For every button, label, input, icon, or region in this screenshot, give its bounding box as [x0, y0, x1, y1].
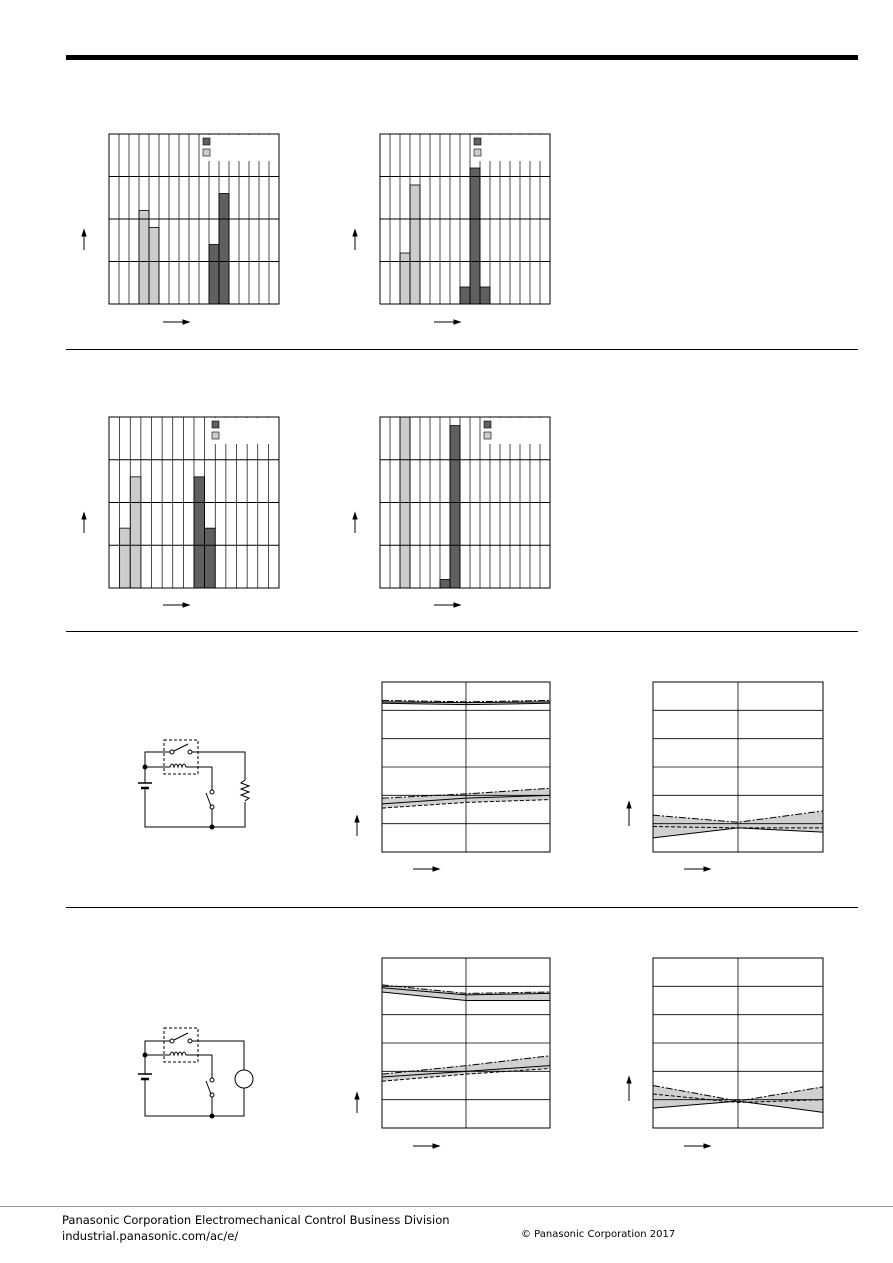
legend-swatch-dark	[484, 421, 491, 428]
wire	[145, 1041, 170, 1055]
x-axis-arrow	[163, 320, 189, 324]
y-axis-arrow	[627, 802, 631, 826]
x-axis-arrow	[163, 603, 189, 607]
x-axis-arrow	[684, 1144, 710, 1148]
legend-background	[481, 418, 551, 444]
coil	[145, 1052, 212, 1078]
y-axis-arrow	[627, 1077, 631, 1101]
contact-terminal	[170, 1039, 174, 1043]
histogram-3	[109, 417, 279, 588]
resistor-load	[241, 780, 249, 801]
contact-terminal	[210, 1078, 214, 1082]
legend-swatch-dark	[203, 138, 210, 145]
legend-swatch-light	[212, 432, 219, 439]
relay-contact	[174, 744, 188, 751]
legend-swatch-dark	[212, 421, 219, 428]
histogram-bar-dark	[450, 426, 460, 588]
contact-terminal	[188, 1039, 192, 1043]
histogram-bar-dark	[219, 194, 229, 305]
legend-swatch-dark	[474, 138, 481, 145]
x-axis-arrow	[434, 320, 460, 324]
motor-load	[235, 1070, 253, 1088]
histogram-bar-dark	[440, 579, 450, 588]
legend-swatch-light	[484, 432, 491, 439]
legend-background	[471, 135, 541, 161]
footer-copyright: © Panasonic Corporation 2017	[521, 1229, 676, 1240]
wire	[145, 752, 170, 767]
histogram-1	[109, 134, 279, 304]
relay-box	[164, 1028, 198, 1062]
y-axis-arrow	[353, 230, 357, 250]
circuit-diagram-resistive	[138, 740, 249, 829]
histogram-bar-light	[130, 477, 141, 588]
junction-dot	[143, 765, 147, 769]
circuit-diagram-motor	[138, 1028, 253, 1118]
legend-swatch-light	[474, 149, 481, 156]
legend-background	[200, 135, 270, 161]
y-axis-arrow	[82, 513, 86, 533]
trend-chart-3	[382, 958, 550, 1128]
histogram-bar-dark	[460, 287, 470, 304]
coil	[145, 764, 212, 790]
footer-company: Panasonic Corporation Electromechanical Control Business Division	[62, 1213, 450, 1227]
histogram-bar-dark	[480, 287, 490, 304]
x-axis-arrow	[684, 867, 710, 871]
junction-dot	[143, 1053, 147, 1057]
junction-dot	[210, 825, 214, 829]
y-axis-arrow	[353, 513, 357, 533]
histogram-bar-light	[410, 185, 420, 304]
trend-chart-1	[382, 682, 550, 852]
histogram-bar-light	[400, 253, 410, 304]
switch-contact	[206, 1081, 211, 1094]
x-axis-arrow	[413, 867, 439, 871]
y-axis-arrow	[355, 816, 359, 836]
x-axis-arrow	[413, 1144, 439, 1148]
switch-contact	[206, 793, 211, 806]
histogram-bar-dark	[470, 168, 480, 304]
contact-terminal	[210, 790, 214, 794]
histogram-bar-dark	[205, 528, 216, 588]
histogram-bar-light	[139, 211, 149, 305]
junction-dot	[210, 1114, 214, 1118]
wire	[145, 1088, 244, 1116]
contact-terminal	[188, 750, 192, 754]
footer-url[interactable]: industrial.panasonic.com/ac/e/	[62, 1229, 239, 1243]
histogram-bar-dark	[209, 245, 219, 305]
x-axis-arrow	[434, 603, 460, 607]
y-axis-arrow	[355, 1093, 359, 1113]
relay-box	[164, 740, 198, 774]
trend-chart-2	[653, 682, 823, 852]
wire	[145, 800, 245, 827]
relay-contact	[174, 1033, 188, 1040]
histogram-bar-light	[120, 528, 131, 588]
histogram-4	[380, 417, 551, 588]
contact-terminal	[170, 750, 174, 754]
y-axis-arrow	[82, 230, 86, 250]
histogram-bar-dark	[194, 477, 205, 588]
wire	[192, 752, 245, 780]
legend-swatch-light	[203, 149, 210, 156]
histogram-2	[380, 134, 550, 304]
legend-background	[209, 418, 279, 444]
histogram-bar-light	[149, 228, 159, 305]
trend-chart-4	[653, 958, 823, 1128]
